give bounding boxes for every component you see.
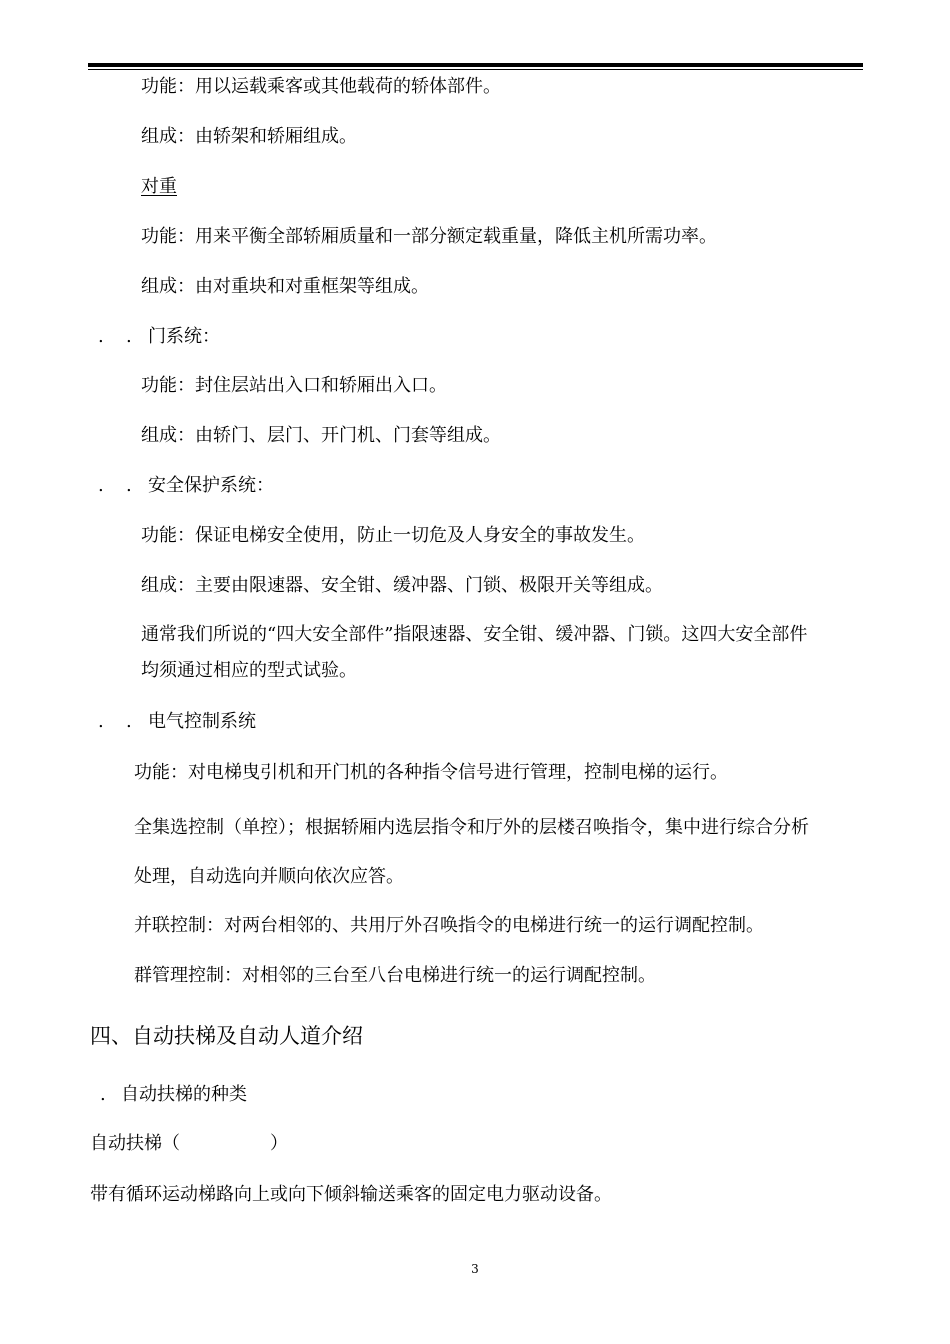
full-collective-line1: 全集选控制（单控）；根据轿厢内选层指令和厅外的层楼召唤指令，集中进行综合分析 — [134, 817, 809, 838]
full-collective-line2: 处理，自动选向并顺向依次应答。 — [134, 866, 404, 887]
escalator-types-heading: . 自动扶梯的种类 — [100, 1084, 247, 1105]
counterweight-composition-line: 组成：由对重块和对重框架等组成。 — [141, 276, 429, 297]
page-number: 3 — [471, 1262, 479, 1276]
electrical-control-heading: . . 电气控制系统 — [98, 711, 256, 732]
door-system-heading-text: 门系统： — [148, 326, 220, 347]
group-control-line: 群管理控制：对相邻的三台至八台电梯进行统一的运行调配控制。 — [134, 965, 656, 986]
safety-function-line: 功能：保证电梯安全使用，防止一切危及人身安全的事故发生。 — [141, 525, 645, 546]
electrical-control-heading-text: 电气控制系统 — [148, 711, 256, 732]
safety-composition-line: 组成：主要由限速器、安全钳、缓冲器、门锁、极限开关等组成。 — [141, 575, 663, 596]
door-composition-line: 组成：由轿门、层门、开门机、门套等组成。 — [141, 425, 501, 446]
electrical-function-line: 功能：对电梯曳引机和开门机的各种指令信号进行管理，控制电梯的运行。 — [134, 762, 728, 783]
counterweight-heading: 对重 — [141, 176, 177, 197]
duplex-control-line: 并联控制：对两台相邻的、共用厅外召唤指令的电梯进行统一的运行调配控制。 — [134, 915, 764, 936]
safety-system-heading-text: 安全保护系统： — [148, 475, 274, 496]
safety-parts-paragraph-line1: 通常我们所说的“四大安全部件”指限速器、安全钳、缓冲器、门锁。这四大安全部件 — [141, 624, 808, 645]
safety-parts-paragraph-line2: 均须通过相应的型式试验。 — [141, 660, 357, 681]
door-system-heading: . . 门系统： — [98, 326, 220, 347]
escalator-definition-line: 带有循环运动梯路向上或向下倾斜输送乘客的固定电力驱动设备。 — [90, 1184, 612, 1205]
car-composition-line: 组成：由轿架和轿厢组成。 — [141, 126, 357, 147]
header-rule-thin — [88, 69, 863, 70]
door-function-line: 功能：封住层站出入口和轿厢出入口。 — [141, 375, 447, 396]
escalator-term-line: 自动扶梯（ ） — [90, 1133, 288, 1154]
car-function-line: 功能：用以运载乘客或其他载荷的轿体部件。 — [141, 76, 501, 97]
header-rule-thick — [88, 63, 863, 67]
escalator-types-heading-text: 自动扶梯的种类 — [121, 1084, 247, 1105]
section-four-heading: 四、自动扶梯及自动人道介绍 — [90, 1024, 363, 1048]
safety-system-heading: . . 安全保护系统： — [98, 475, 274, 496]
counterweight-function-line: 功能：用来平衡全部轿厢质量和一部分额定载重量，降低主机所需功率。 — [141, 226, 717, 247]
